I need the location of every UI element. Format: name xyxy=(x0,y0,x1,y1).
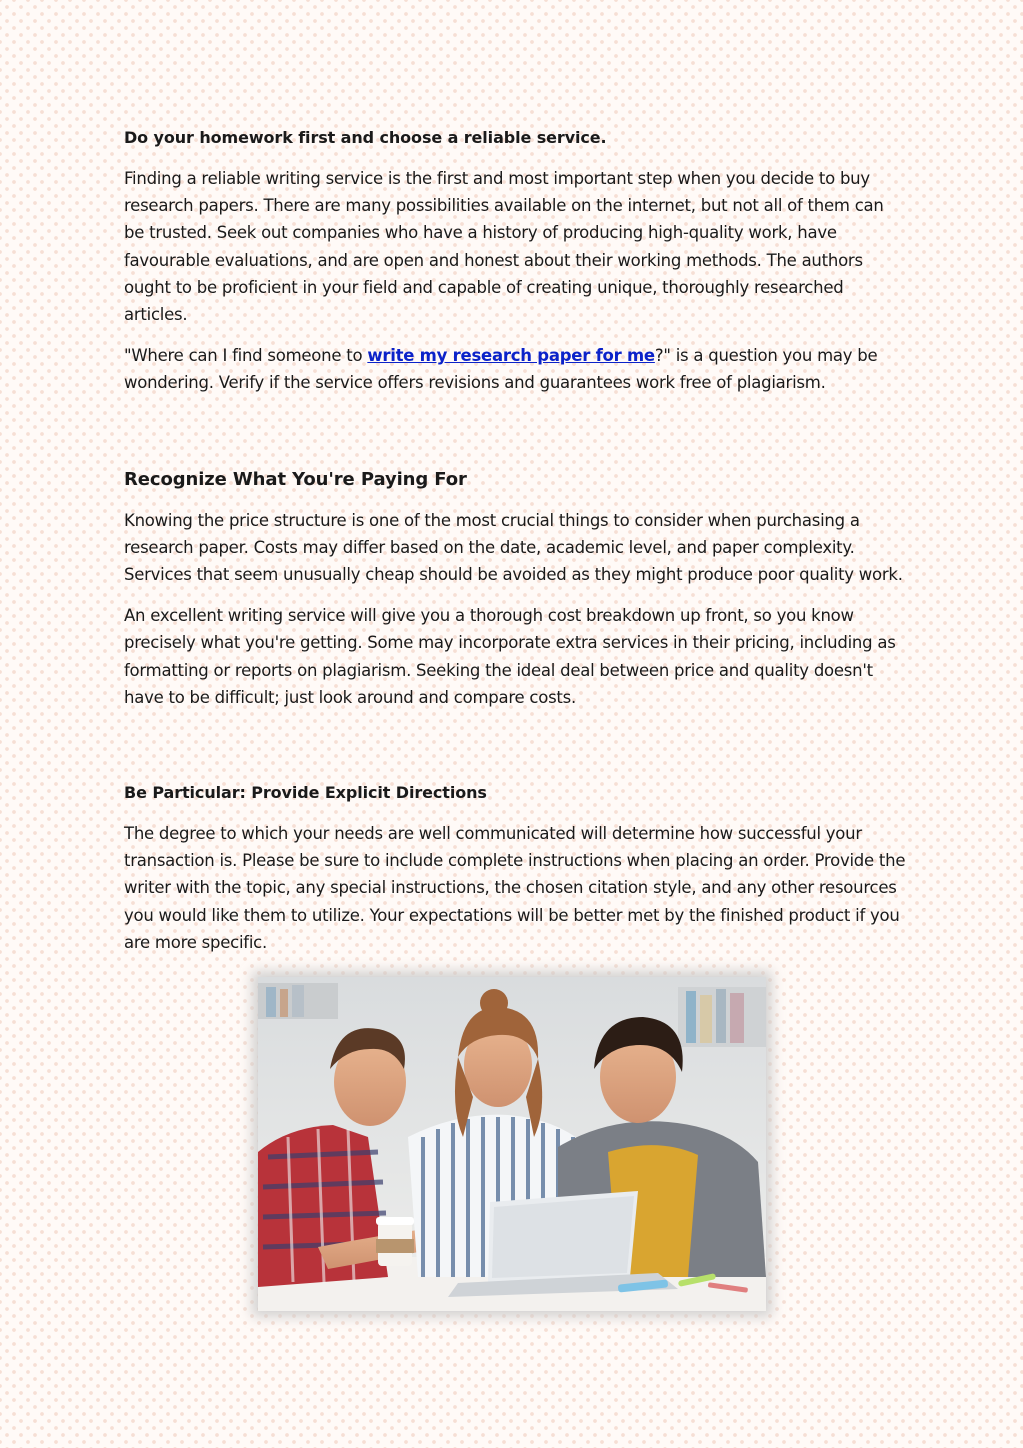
paragraph-text-after-link: ?" is a question you may be wondering. Verify if the service offers revisions and guarantees work free of plagiarism. xyxy=(124,346,878,393)
section-spacer xyxy=(124,725,906,779)
section-heading-paying-for: Recognize What You're Paying For xyxy=(124,468,467,490)
article-body xyxy=(124,124,906,970)
write-my-research-paper-link[interactable]: write my research paper for me xyxy=(367,346,655,366)
paragraph-reliable-service: Finding a reliable writing service is the first and most important step when you decide to buy research papers. There are many possibilities available on the internet, but not all of them can be trusted. Seek out companies who have a history of producing high-quality work, have favourable evaluations, and are open and honest about their working methods. The authors ought to be proficient in your field and capable of creating unique, thoroughly researched articles. xyxy=(124,169,884,325)
paragraph-communicate-needs: The degree to which your needs are well communicated will determine how successful your transaction is. Please be sure to include complete instructions when placing an order. Provide the writer with the topic, any special instructions, the chosen citation style, and any other resources you would like them to utilize. Your expectations will be better met by the finished product if you are more specific. xyxy=(124,824,906,952)
paragraph-where-can-i-find xyxy=(124,342,906,396)
paragraph-text-before-link: "Where can I find someone to xyxy=(124,346,368,366)
section-heading-homework: Do your homework first and choose a reliable service. xyxy=(124,128,607,147)
students-laptop-photo xyxy=(258,977,766,1311)
paragraph-cost-breakdown: An excellent writing service will give you a thorough cost breakdown up front, so you know precisely what you're getting. Some may incorporate extra services in their pricing, including as formatting or reports on plagiarism. Seeking the ideal deal between price and quality doesn't have to be difficult; just look around and compare costs. xyxy=(124,606,896,707)
section-spacer xyxy=(124,411,906,465)
paragraph-price-structure: Knowing the price structure is one of the most crucial things to consider when purchasing a research paper. Costs may differ based on the date, academic level, and paper complexity. Services that seem unusually cheap should be avoided as they might produce poor quality work. xyxy=(124,510,903,585)
section-heading-explicit-directions: Be Particular: Provide Explicit Directions xyxy=(124,783,487,803)
